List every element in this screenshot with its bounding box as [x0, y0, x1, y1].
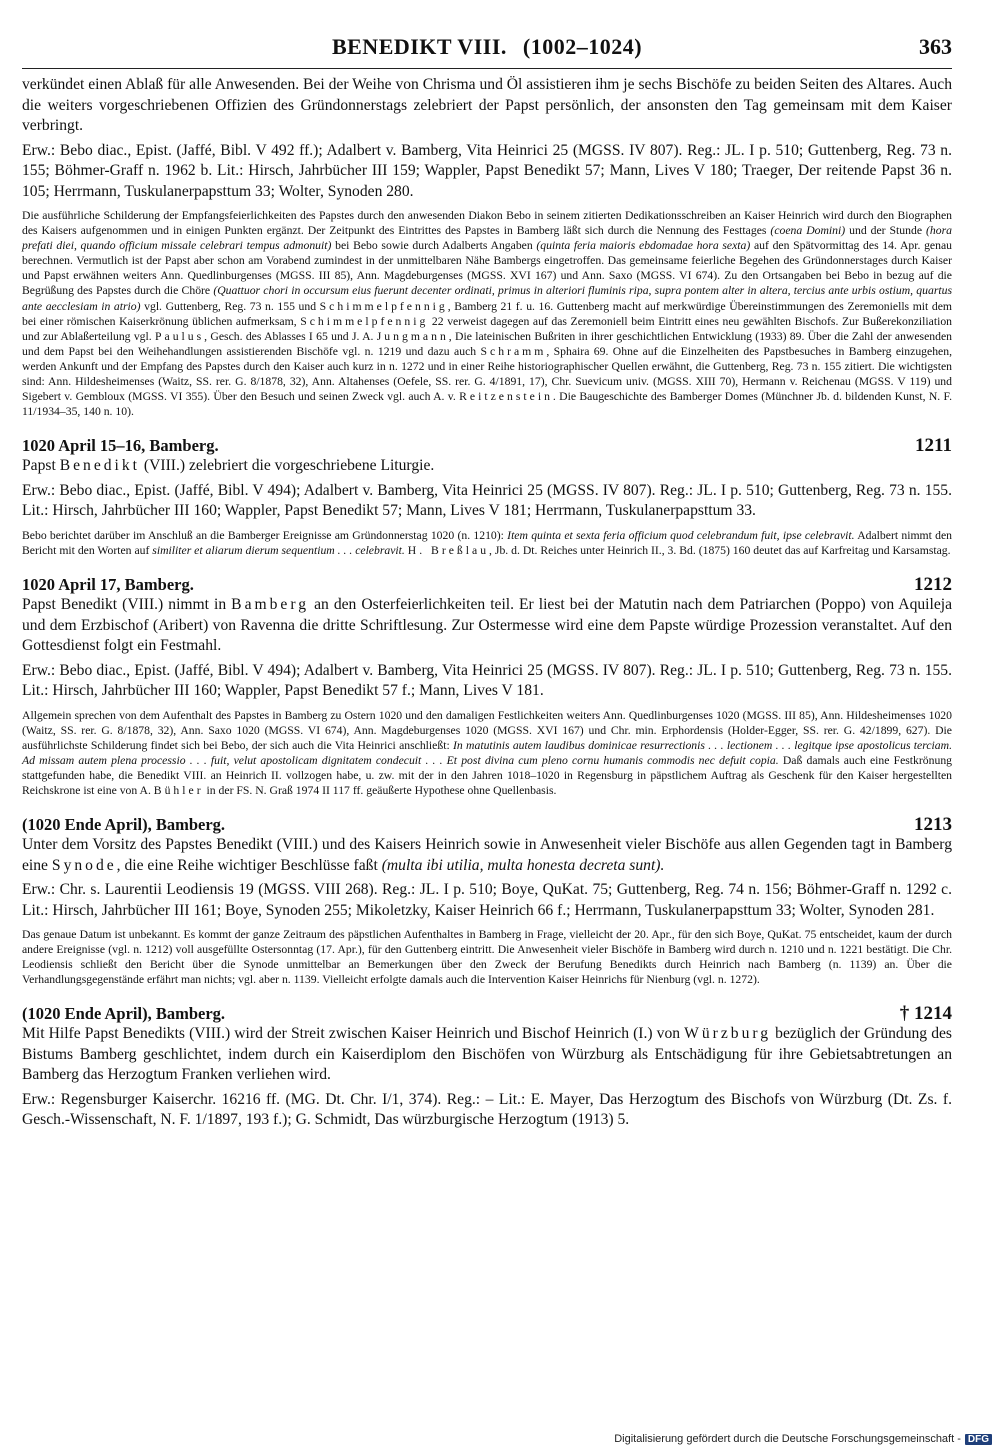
entry-date-place: (1020 Ende April), Bamberg.	[22, 1004, 226, 1024]
page-title	[22, 34, 952, 60]
intro-commentary: Die ausführliche Schilderung der Empfangsfeierlichkeiten des Papstes durch den anwesenden Diakon Bebo in seinem zitierten Dedikationsschreiben an Kaiser Heinrich wird durch den Biographen des Kaisers aufgenommen und in einigen Punkten ergänzt. Der Zeitpunkt des Eintrittes des Papstes in Bamberg läßt sich durch die Nennung des Festtages (coena Domini) und der Stunde (hora prefati diei, quando officium missale celebrari tempus admonuit) bei Bebo sowie durch Adalberts Angaben (quinta feria maioris ebdomadae hora sexta) auf den Spätvormittag des 14. Apr. genau berechnen. Vermutlich ist der Papst aber schon am Vorabend zumindest in der unmittelbaren Nähe Bambergs eingetroffen. Das gemeinsame feierliche Begehen des Gründonnerstages durch Kaiser und Papst erwähnen weiters Ann. Quedlinburgenses (MGSS. III 85), Ann. Magdeburgenses (MGSS. XVI 167) und Ann. Saxo (MGSS. VI 674). Zu den Ortsangaben bei Bebo in bezug auf die Begrüßung des Papstes durch die Chöre (Quattuor chori in occursum eius fuerunt decenter ordinati, primus in alteriori fluminis ripa, supra pontem alter in altera, tercius ante urbis ostium, quartus ante aecclesiam in atrio) vgl. Guttenberg, Reg. 73 n. 155 und Schimmelpfennig, Bamberg 21 f. u. 16. Guttenberg macht auf merkwürdige Übereinstimmungen des Zeremoniells mit dem bei einer römischen Kaiserkrönung üblichen aufmerksam, Schimmelpfennig 22 verweist dagegen auf das Zeremoniell beim Eintritt eines neu gewählten Bischofs. Zur Bußerekonziliation und zur Ablaßerteilung vgl. Paulus, Gesch. des Ablasses I 65 und J. A. Jungmann, Die lateinischen Bußriten in ihrer geschichtlichen Entwicklung (1933) 89. Über die Zahl der anwesenden und dem Papst bei den Weihehandlungen assistierenden Bischöfe vgl. n. 1219 und dazu auch Schramm, Sphaira 69. Ohne auf die Einzelheiten des Papstbesuches in Bamberg einzugehen, werden Ankunft und der Empfang des Papstes durch den Kaiser auch kurz in n. 1272 und in einer Reihe historiographischer Quellen erwähnt, die Guttenberg, Reg. 73 n. 155 zitiert. Die wichtigsten sind: Ann. Hildesheimenses (Waitz, SS. rer. G. 8/1878, 32), Ann. Altahenses (Oefele, SS. rer. G. 4/1891, 17), Chr. Suevicum univ. (MGSS. XIII 70), Hermann v. Reichenau (MGSS. V 119) und Sigebert v. Gembloux (MGSS. VI 355). Über den Besuch und seinen Zweck vgl. auch A. v. Reitzenstein. Die Baugeschichte des Bamberger Domes (Münchner Jb. d. bildenden Kunst, N. F. 11/1934–35, 140 n. 10).	[22, 209, 953, 419]
entry-number: 1213	[914, 814, 952, 836]
regest-entry-1211	[22, 435, 952, 558]
entry-number: 1212	[914, 574, 952, 595]
entry-text: Unter dem Vorsitz des Papstes Benedikt (VIII.) und des Kaisers Heinrich sowie in Anwesenheit vieler Bischöfe aus allen Gegenden tagt in Bamberg eine Synode, die eine Reihe wichtiger Beschlüsse faßt (multa ibi utilia, multa honesta decreta sunt).	[22, 836, 952, 874]
pontificate-years: (1002–1024)	[522, 34, 643, 59]
entry-date-place: 1020 April 17, Bamberg.	[22, 575, 194, 594]
digitization-footer	[614, 1433, 992, 1445]
entry-references: Erw.: Chr. s. Laurentii Leodiensis 19 (MGSS. VIII 268). Reg.: JL. I p. 510; Boye, QuKat. 75; Guttenberg, Reg. 74 n. 156; Böhmer-Graff n. 1292 c. Lit.: Hirsch, Jahrbücher III 161; Boye, Synoden 255; Mikoletzky, Kaiser Heinrich 66 f.; Herrmann, Tuskulanerpapsttum 33; Wolter, Synoden 281.	[22, 881, 952, 919]
regest-entry-1213	[22, 814, 952, 987]
entry-references: Erw.: Regensburger Kaiserchr. 16216 ff. (MG. Dt. Chr. I/1, 374). Reg.: – Lit.: E. Mayer, Das Herzogtum des Bischofs von Würzburg (Dt. Zs. f. Gesch.-Wissenschaft, N. F. 1/1897, 193 f.); G. Schmidt, Das würzburgische Herzogtum (1913) 5.	[22, 1090, 952, 1129]
entry-date-place: (1020 Ende April), Bamberg.	[22, 815, 226, 835]
regest-entry-1214	[22, 1003, 952, 1131]
entry-heading	[22, 574, 952, 595]
entry-commentary: Bebo berichtet darüber im Anschluß an die Bamberger Ereignisse am Gründonnerstag 1020 (n. 1210): Item quinta et sexta feria officium quod celebrandum fuit, ipse celebravit. Adalbert nimmt den Bericht mit den Worten auf similiter et aliarum dierum sequentium . . . celebravit. H. Breßlau, Jb. d. Dt. Reiches unter Heinrich II., 3. Bd. (1875) 160 deutet das auf Karfreitag und Karsamstag.	[22, 528, 952, 557]
entry-heading	[22, 1003, 952, 1024]
entry-heading	[22, 814, 952, 835]
entry-references: Erw.: Bebo diac., Epist. (Jaffé, Bibl. V 494); Adalbert v. Bamberg, Vita Heinrici 25 (MGSS. IV 807). Reg.: JL. I p. 510; Guttenberg, Reg. 73 n. 155. Lit.: Hirsch, Jahrbücher III 160; Wappler, Papst Benedikt 57 f.; Mann, Lives V 181.	[22, 661, 952, 699]
entry-text: Papst Benedikt (VIII.) zelebriert die vorgeschriebene Liturgie.	[22, 457, 435, 475]
entry-number: † 1214	[899, 1003, 952, 1025]
regest-entry-1212	[22, 574, 952, 798]
entry-commentary: Das genaue Datum ist unbekannt. Es kommt der ganze Zeitraum des päpstlichen Aufenthaltes in Bamberg in Frage, vielleicht der 20. Apr., für den sich Boye, QuKat. 75 entscheidet, kaum der durch andere Ereignisse (vgl. n. 1212) voll ausgefüllte Ostersonntag (17. Apr.), für den Guttenberg eintritt. Die Anwesenheit vieler Bischöfe in Bamberg wird durch n. 1210 und n. 1221 bestätigt. Die Chr. Leodiensis schließt den Bericht über die Synode unmittelbar an Bemerkungen über den Zweck der Berufung Benedikts durch Heinrich nach Bamberg (n. 1139) an. Über die Verhandlungsgegenstände erfährt man nichts; vgl. aber n. 1139. Vielleicht erfolgte damals auch die Intervention Kaiser Heinrichs für Nienburg (vgl. n. 1272).	[22, 928, 952, 987]
intro-references: Erw.: Bebo diac., Epist. (Jaffé, Bibl. V 492 ff.); Adalbert v. Bamberg, Vita Heinrici 25 (MGSS. IV 807). Reg.: JL. I p. 510; Guttenberg, Reg. 73 n. 155; Böhmer-Graff n. 1962 b. Lit.: Hirsch, Jahrbücher III 159; Wappler, Papst Benedikt 57; Mann, Lives V 180; Traeger, Der reitende Papst 36 n. 105; Herrmann, Tuskulanerpapsttum 33; Wolter, Synoden 280.	[22, 141, 952, 200]
intro-text: verkündet einen Ablaß für alle Anwesenden. Bei der Weihe von Chrisma und Öl assistieren ihm je sechs Bischöfe zu beiden Seiten des Altares. Auch die weiters vorgeschriebenen Offizien des Gründonnerstags zelebriert der Papst persönlich, der ansonsten den Tag gemeinsam mit dem Kaiser verbringt.	[22, 76, 952, 134]
entry-number: 1211	[915, 435, 952, 457]
dfg-logo: DFG	[965, 1434, 992, 1445]
entry-text: Mit Hilfe Papst Benedikts (VIII.) wird der Streit zwischen Kaiser Heinrich und Bischof Heinrich (I.) von Würzburg bezüglich der Gründung des Bistums Bamberg geschlichtet, indem durch ein Kaiserdiplom den Bischöfen von Würzburg als Entschädigung für ihre Gebietsabtretungen an Bamberg das Herzogtum Franken verliehen wird.	[22, 1025, 952, 1084]
page-number: 363	[919, 34, 952, 59]
entry-references: Erw.: Bebo diac., Epist. (Jaffé, Bibl. V 494); Adalbert v. Bamberg, Vita Heinrici 25 (MGSS. IV 807). Reg.: JL. I p. 510; Guttenberg, Reg. 73 n. 155. Lit.: Hirsch, Jahrbücher III 160; Wappler, Papst Benedikt 57; Mann, Lives V 181; Herrmann, Tuskulanerpapsttum 33.	[22, 481, 952, 520]
running-head	[22, 32, 952, 69]
footer-text: Digitalisierung gefördert durch die Deutsche Forschungsgemeinschaft -	[614, 1433, 961, 1445]
entry-commentary: Allgemein sprechen von dem Aufenthalt des Papstes in Bamberg zu Ostern 1020 und den damaligen Festlichkeiten weiters Ann. Quedlinburgenses 1020 (MGSS. III 85), Ann. Hildesheimenses 1020 (Waitz, SS. rer. G. 8/1878, 32), Ann. Saxo 1020 (MGSS. VI 674), Ann. Magdeburgenses 1020 (MGSS. XVI 167) und Chr. min. Erphordensis (Holder-Egger, SS. rer. G. 42/1899, 627). Die ausführlichste Schilderung findet sich bei Bebo, der sich auch die Vita Heinrici anschließt: In matutinis autem laudibus dominicae resurrectionis . . . lectionem . . . legitque ipse apostolicus terciam. Ad missam autem plena processio . . . fuit, velut apostolicam dignitatem condecuit . . . Et post divina cum pleno cornu humanis commodis nec defuit copia. Daß damals auch eine Festkrönung stattgefunden habe, die Benedikt VIII. an Heinrich II. vollzogen habe, u. zw. mit der in den Jahren 1018–1020 in Regensburg in päpstlichem Auftrag als Geschenk für den Kaiser hergestellten Reichskrone ist eine von A. Bühler in der FS. N. Graß 1974 II 117 ff. geäußerte Hypothese ohne Quellenbasis.	[22, 708, 953, 797]
entry-text: Papst Benedikt (VIII.) nimmt in Bamberg an den Osterfeierlichkeiten teil. Er liest bei der Matutin nach dem Patriarchen (Poppo) von Aquileja und dem Erzbischof (Aribert) von Ravenna die dritte Schriftlesung. Zur Ostermesse wird eine dem Papste würdige Prozession veranstaltet. Auf den Gottesdienst folgt ein Festmahl.	[22, 596, 953, 654]
pope-name: BENEDIKT VIII.	[331, 34, 507, 59]
entry-heading	[22, 435, 952, 456]
entry-date-place: 1020 April 15–16, Bamberg.	[22, 436, 219, 456]
document-page	[22, 32, 952, 1131]
